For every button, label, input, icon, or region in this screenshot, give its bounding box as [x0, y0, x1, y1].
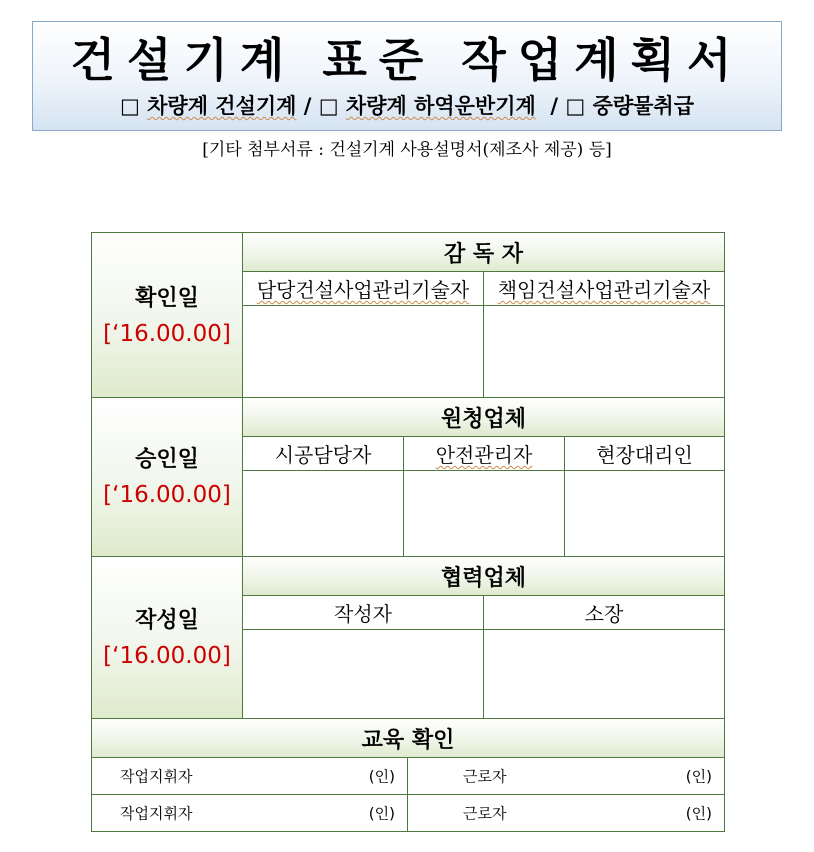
crew-leader-label: 작업지휘자	[120, 804, 193, 823]
seal-mark: (인)	[368, 767, 395, 786]
seal-mark: (인)	[368, 804, 395, 823]
option-label-vehicle-construction: 차량계 건설기계	[147, 94, 297, 118]
confirm-date-value: [‘16.00.00]	[103, 321, 231, 347]
signature-box-director[interactable]	[483, 629, 725, 719]
title-part-2: 표준	[322, 33, 436, 87]
option-label-heavy-load: 중량물취급	[592, 94, 694, 118]
crew-leader-label: 작업지휘자	[120, 767, 193, 786]
education-header: 교육 확인	[91, 718, 725, 758]
education-row-right[interactable]	[407, 757, 725, 795]
written-date-value: [‘16.00.00]	[103, 643, 231, 669]
title-part-3: 작업계획서	[461, 33, 744, 87]
approval-date-cell	[91, 397, 243, 557]
written-date-cell	[91, 556, 243, 719]
supervisor-header: 감 독 자	[242, 232, 725, 272]
work-type-options	[33, 90, 781, 122]
option-separator: /	[550, 94, 559, 118]
option-separator: /	[303, 94, 312, 118]
approval-date-label: 승인일	[135, 447, 199, 472]
signature-box-safety-manager[interactable]	[403, 470, 565, 557]
role-header-chief-engineer: 책임건설사업관리기술자	[483, 271, 725, 306]
role-header-supervising-engineer: 담당건설사업관리기술자	[242, 271, 484, 306]
checkbox-vehicle-construction[interactable]: □	[119, 94, 140, 118]
approval-date-value: [‘16.00.00]	[103, 482, 231, 508]
checkbox-heavy-load[interactable]: □	[565, 94, 586, 118]
approval-table	[91, 232, 725, 852]
option-label-vehicle-handling: 차량계 하역운반기계	[345, 94, 536, 118]
signature-box-construction-manager[interactable]	[242, 470, 404, 557]
education-row-left[interactable]	[91, 794, 408, 832]
prime-contractor-header: 원청업체	[242, 397, 725, 437]
signature-box-chief-engineer[interactable]	[483, 305, 725, 398]
document-title	[33, 30, 781, 90]
seal-mark: (인)	[685, 804, 712, 823]
subcontractor-header: 협력업체	[242, 556, 725, 596]
worker-label: 근로자	[463, 767, 507, 786]
worker-label: 근로자	[463, 804, 507, 823]
education-row-right[interactable]	[407, 794, 725, 832]
signature-box-supervising-engineer[interactable]	[242, 305, 484, 398]
attachments-note: [기타 첨부서류 : 건설기계 사용설명서(제조사 제공) 등]	[202, 140, 612, 160]
confirm-date-cell	[91, 232, 243, 398]
role-header-author: 작성자	[242, 595, 484, 630]
seal-mark: (인)	[685, 767, 712, 786]
role-header-site-agent: 현장대리인	[564, 436, 725, 471]
role-header-director: 소장	[483, 595, 725, 630]
role-header-construction-manager: 시공담당자	[242, 436, 404, 471]
title-banner	[32, 21, 782, 131]
education-row-left[interactable]	[91, 757, 408, 795]
signature-box-site-agent[interactable]	[564, 470, 725, 557]
confirm-date-label: 확인일	[135, 286, 199, 311]
title-part-1: 건설기계	[70, 33, 297, 87]
written-date-label: 작성일	[135, 608, 199, 633]
signature-box-author[interactable]	[242, 629, 484, 719]
role-header-safety-manager: 안전관리자	[403, 436, 565, 471]
checkbox-vehicle-handling[interactable]: □	[318, 94, 339, 118]
